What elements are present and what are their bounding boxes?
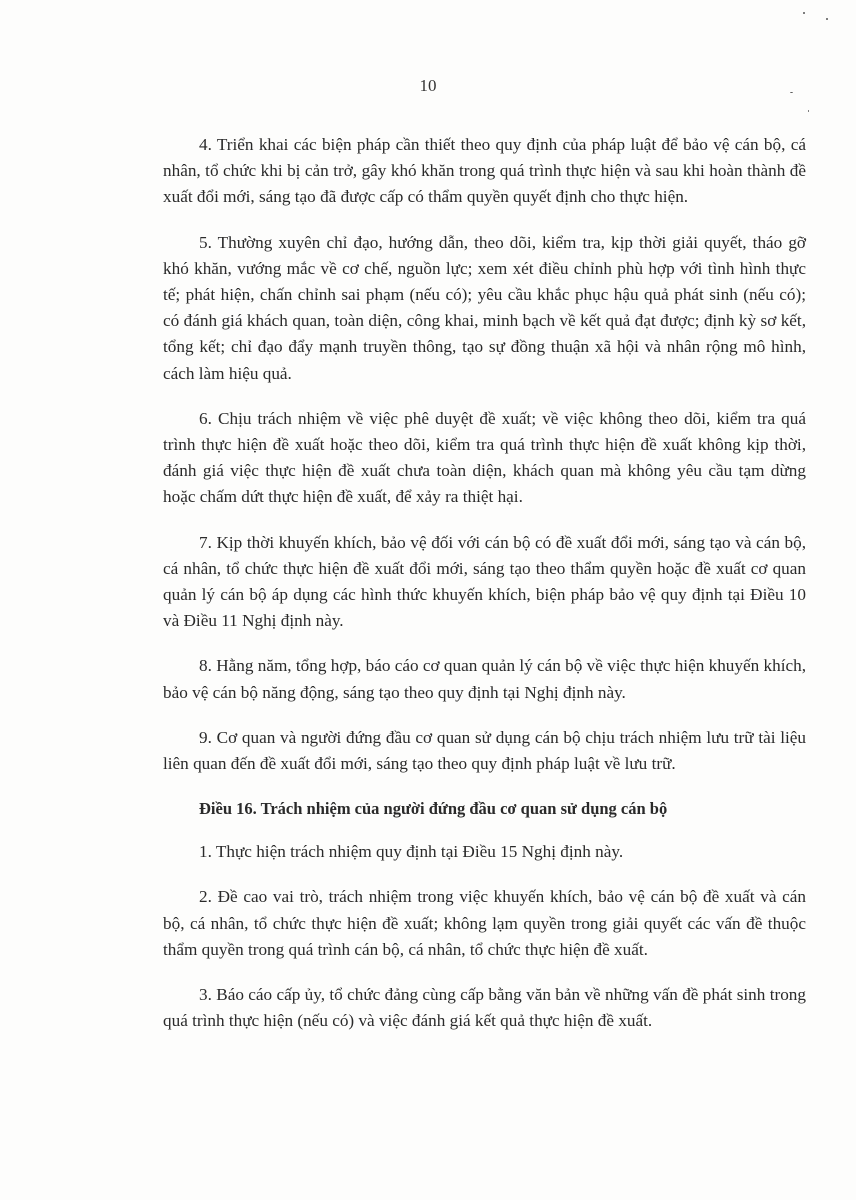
scan-speck	[790, 92, 793, 93]
document-body	[163, 132, 806, 1053]
clause-paragraph: 6. Chịu trách nhiệm về việc phê duyệt đề xuất; về việc không theo dõi, kiểm tra quá trình thực hiện đề xuất hoặc theo dõi, kiểm tra quá trình thực hiện đề xuất không kịp thời, đánh giá việc thực hiện đề xuất chưa toàn diện, khách quan mà không yêu cầu tạm dừng hoặc chấm dứt thực hiện đề xuất, để xảy ra thiệt hại.	[163, 408, 806, 507]
clause-paragraph: 5. Thường xuyên chỉ đạo, hướng dẫn, theo dõi, kiểm tra, kịp thời giải quyết, tháo gỡ khó khăn, vướng mắc về cơ chế, nguồn lực; xem xét điều chỉnh phù hợp với tình hình thực tế; phát hiện, chấn chỉnh sai phạm (nếu có); yêu cầu khắc phục hậu quả phát sinh (nếu có); có đánh giá khách quan, toàn diện, công khai, minh bạch về kết quả đạt được; định kỳ sơ kết, tổng kết; chỉ đạo đẩy mạnh truyền thông, tạo sự đồng thuận xã hội và nhân rộng mô hình, cách làm hiệu quả.	[163, 232, 806, 383]
page-number: 10	[419, 76, 437, 95]
article-heading: Điều 16. Trách nhiệm của người đứng đầu cơ quan sử dụng cán bộ	[199, 799, 668, 819]
scan-speck	[826, 18, 828, 20]
clause-paragraph: 9. Cơ quan và người đứng đầu cơ quan sử dụng cán bộ chịu trách nhiệm lưu trữ tài liệu liên quan đến đề xuất đổi mới, sáng tạo theo quy định pháp luật về lưu trữ.	[163, 727, 806, 774]
article-clause-paragraph: 1. Thực hiện trách nhiệm quy định tại Điều 15 Nghị định này.	[199, 842, 624, 862]
scan-speck	[808, 110, 809, 112]
clause-paragraph: 4. Triển khai các biện pháp cần thiết theo quy định của pháp luật để bảo vệ cán bộ, cá nhân, tổ chức khi bị cản trở, gây khó khăn trong quá trình thực hiện và sau khi hoàn thành đề xuất đổi mới, sáng tạo đã được cấp có thẩm quyền quyết định cho thực hiện.	[163, 135, 806, 207]
article-clause-paragraph: 2. Đề cao vai trò, trách nhiệm trong việc khuyến khích, bảo vệ cán bộ đề xuất và cán bộ, cá nhân, tổ chức thực hiện đề xuất; không lạm quyền trong giải quyết các vấn đề thuộc thẩm quyền trong quá trình cán bộ, cá nhân, tổ chức thực hiện đề xuất.	[163, 887, 806, 959]
clause-paragraph: 8. Hằng năm, tổng hợp, báo cáo cơ quan quản lý cán bộ về việc thực hiện khuyến khích, bảo vệ cán bộ năng động, sáng tạo theo quy định tại Nghị định này.	[163, 656, 806, 702]
scan-speck	[803, 12, 805, 14]
article-clause-paragraph: 3. Báo cáo cấp ủy, tổ chức đảng cùng cấp bằng văn bản về những vấn đề phát sinh trong quá trình thực hiện (nếu có) và việc đánh giá kết quả thực hiện đề xuất.	[163, 985, 806, 1031]
clause-paragraph: 7. Kịp thời khuyến khích, bảo vệ đối với cán bộ có đề xuất đổi mới, sáng tạo và cán bộ, cá nhân, tổ chức thực hiện đề xuất đổi mới, sáng tạo theo thẩm quyền hoặc đề xuất cơ quan quản lý cán bộ áp dụng các hình thức khuyến khích, biện pháp bảo vệ quy định tại Điều 10 và Điều 11 Nghị định này.	[163, 532, 806, 631]
